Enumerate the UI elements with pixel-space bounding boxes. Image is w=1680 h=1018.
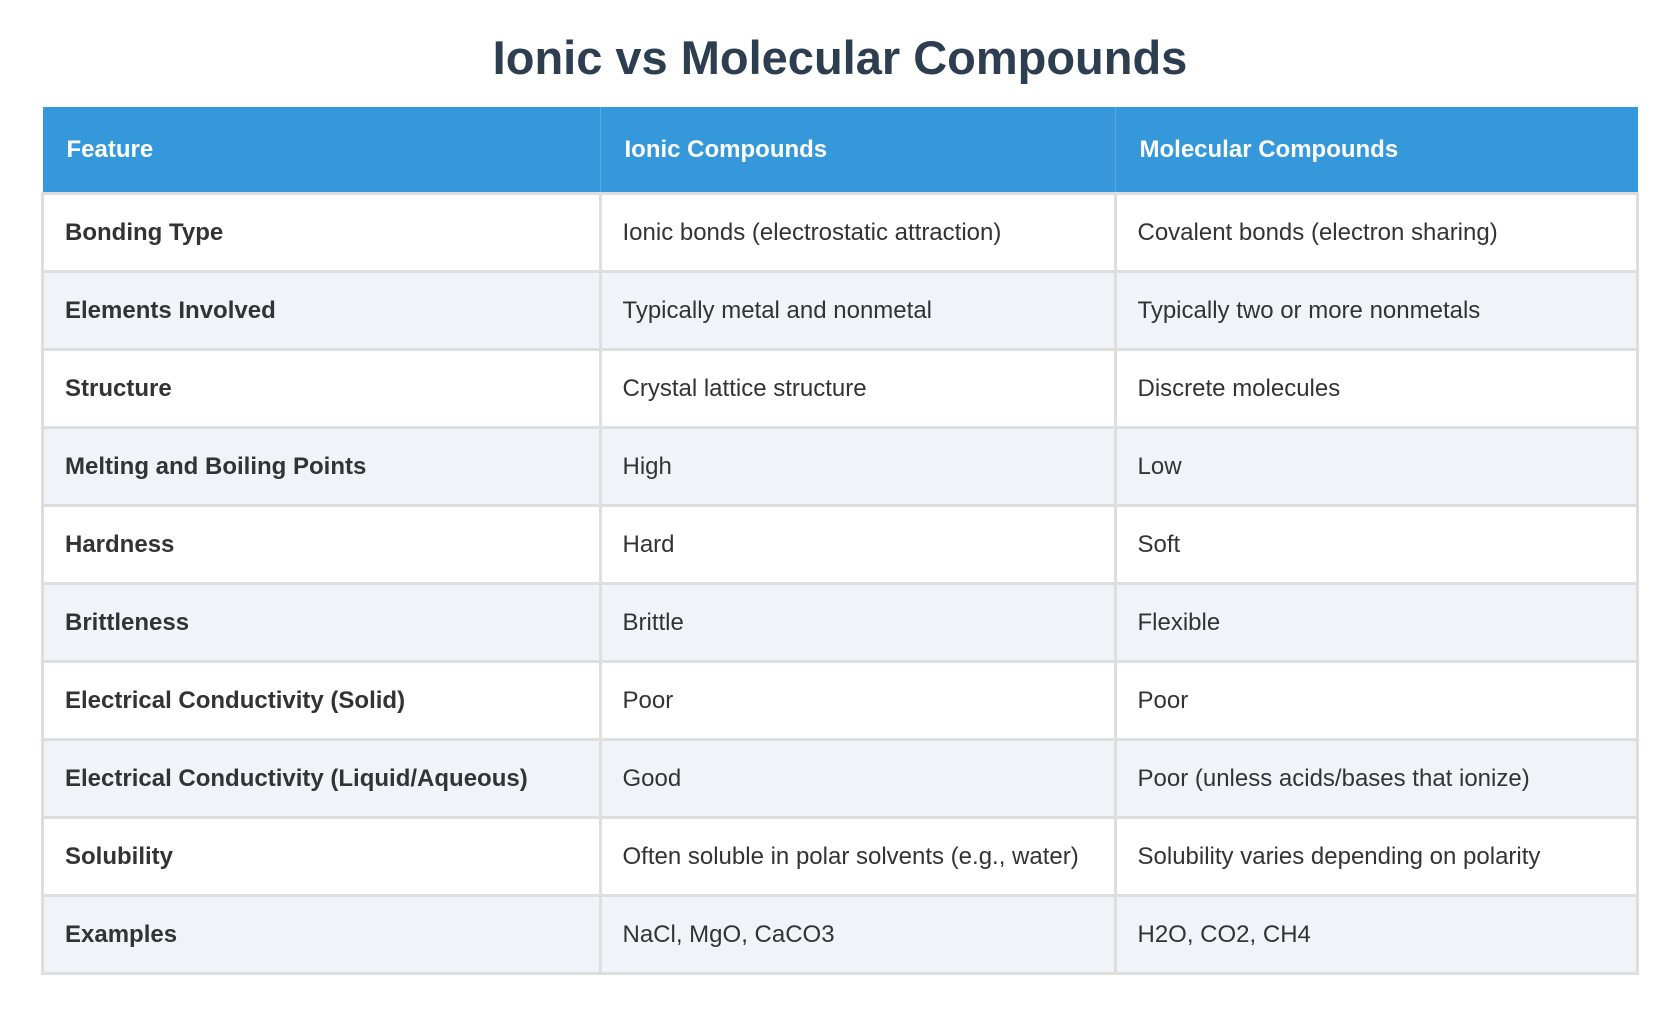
ionic-cell: Brittle <box>600 584 1115 662</box>
column-header-ionic: Ionic Compounds <box>600 107 1115 194</box>
molecular-cell: Poor (unless acids/bases that ionize) <box>1115 740 1638 818</box>
comparison-table <box>41 107 1639 975</box>
feature-cell: Elements Involved <box>43 272 601 350</box>
table-row <box>43 662 1638 740</box>
page-title: Ionic vs Molecular Compounds <box>492 31 1188 84</box>
column-header-molecular: Molecular Compounds <box>1115 107 1638 194</box>
ionic-cell: NaCl, MgO, CaCO3 <box>600 896 1115 974</box>
table-header-row <box>43 107 1638 194</box>
molecular-cell: Covalent bonds (electron sharing) <box>1115 194 1638 272</box>
ionic-cell: Good <box>600 740 1115 818</box>
table-row <box>43 740 1638 818</box>
table-row <box>43 584 1638 662</box>
feature-cell: Bonding Type <box>43 194 601 272</box>
feature-cell: Brittleness <box>43 584 601 662</box>
ionic-cell: Typically metal and nonmetal <box>600 272 1115 350</box>
table-row <box>43 506 1638 584</box>
molecular-cell: Discrete molecules <box>1115 350 1638 428</box>
table-row <box>43 194 1638 272</box>
ionic-cell: Crystal lattice structure <box>600 350 1115 428</box>
feature-cell: Structure <box>43 350 601 428</box>
feature-cell: Solubility <box>43 818 601 896</box>
table-row <box>43 818 1638 896</box>
table-row <box>43 350 1638 428</box>
molecular-cell: Low <box>1115 428 1638 506</box>
feature-cell: Melting and Boiling Points <box>43 428 601 506</box>
molecular-cell: Solubility varies depending on polarity <box>1115 818 1638 896</box>
table-row <box>43 428 1638 506</box>
feature-cell: Electrical Conductivity (Solid) <box>43 662 601 740</box>
table-row <box>43 272 1638 350</box>
feature-cell: Examples <box>43 896 601 974</box>
ionic-cell: Poor <box>600 662 1115 740</box>
molecular-cell: Flexible <box>1115 584 1638 662</box>
table-row <box>43 896 1638 974</box>
molecular-cell: Poor <box>1115 662 1638 740</box>
feature-cell: Hardness <box>43 506 601 584</box>
feature-cell: Electrical Conductivity (Liquid/Aqueous) <box>43 740 601 818</box>
molecular-cell: H2O, CO2, CH4 <box>1115 896 1638 974</box>
molecular-cell: Soft <box>1115 506 1638 584</box>
ionic-cell: Often soluble in polar solvents (e.g., water) <box>600 818 1115 896</box>
column-header-feature: Feature <box>43 107 601 194</box>
ionic-cell: Ionic bonds (electrostatic attraction) <box>600 194 1115 272</box>
ionic-cell: High <box>600 428 1115 506</box>
molecular-cell: Typically two or more nonmetals <box>1115 272 1638 350</box>
ionic-cell: Hard <box>600 506 1115 584</box>
